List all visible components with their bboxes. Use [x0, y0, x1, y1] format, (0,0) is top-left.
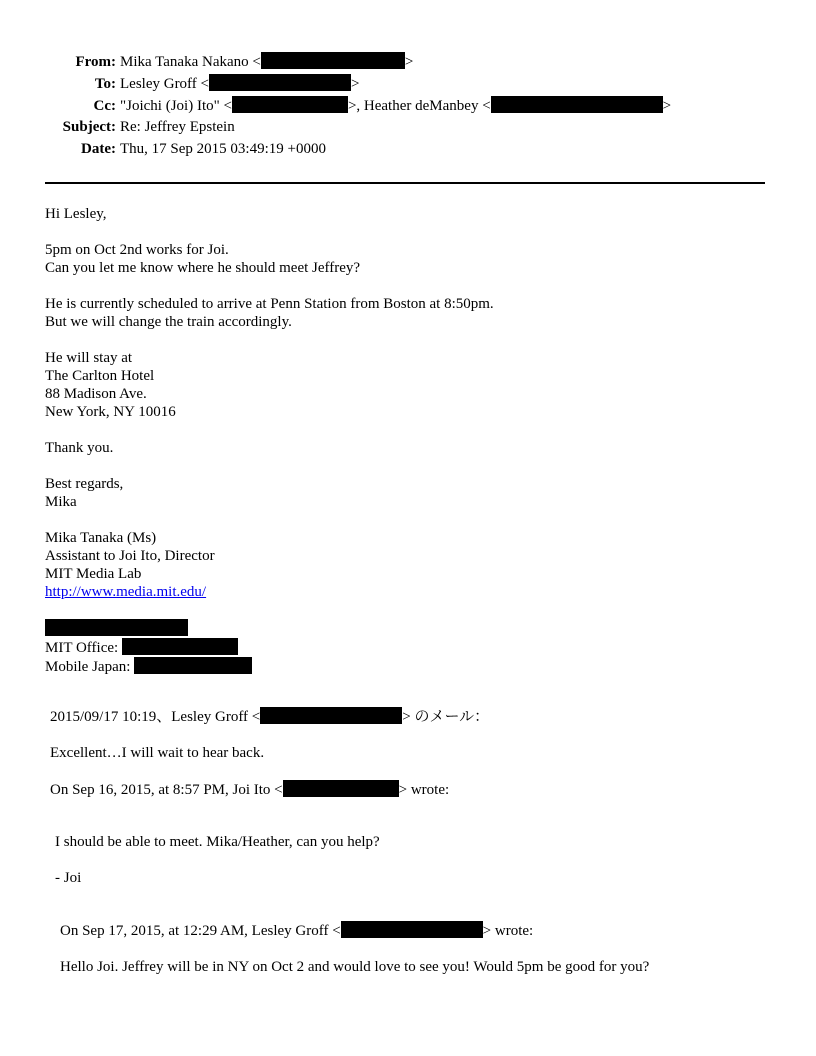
body-line: Can you let me know where he should meet Jeffrey? — [45, 260, 361, 276]
attribution-text: On Sep 16, 2015, at 8:57 PM, Joi Ito < — [50, 782, 283, 798]
quote-header-close: > — [402, 709, 415, 725]
signoff-name: Mika — [45, 494, 77, 510]
attribution-wrote: > wrote: — [398, 782, 450, 798]
body-line: 5pm on Oct 2nd works for Joi. — [45, 242, 229, 258]
to-name: Lesley Groff < — [120, 76, 209, 92]
attribution-text: On Sep 17, 2015, at 12:29 AM, Lesley Groff < — [60, 923, 341, 939]
signature-name: Mika Tanaka (Ms) — [45, 530, 157, 546]
quoted-message-1 — [50, 707, 790, 817]
redaction-box — [209, 74, 351, 91]
date-value: Thu, 17 Sep 2015 03:49:19 +0000 — [120, 141, 326, 157]
signature-title: Assistant to Joi Ito, Director — [45, 548, 215, 564]
regards: Best regards, — [45, 476, 124, 492]
mobile-japan-line — [45, 657, 785, 676]
quote-sign: - Joi — [55, 870, 82, 886]
subject-row — [0, 118, 816, 140]
thanks: Thank you. — [45, 440, 114, 456]
email-body — [45, 205, 785, 694]
redaction-box — [122, 638, 238, 655]
from-name: Mika Tanaka Nakano < — [120, 54, 261, 70]
from-label: From: — [75, 54, 116, 70]
to-value — [120, 74, 359, 93]
subject-label: Subject: — [62, 119, 116, 135]
redaction-box — [232, 96, 348, 113]
quote-header-text: 2015/09/17 10:19、Lesley Groff < — [50, 709, 261, 725]
attribution-wrote: > wrote: — [482, 923, 534, 939]
mobile-japan-label: Mobile Japan: — [45, 659, 135, 675]
quoted-message-3 — [60, 921, 800, 994]
header-divider — [45, 182, 765, 184]
quote-header — [50, 707, 790, 726]
redaction-box — [491, 96, 663, 113]
quote-header-japanese: のメール： — [414, 707, 490, 725]
angle-close: > — [351, 76, 360, 92]
signature-org: MIT Media Lab — [45, 566, 142, 582]
quote-attribution — [50, 780, 790, 799]
cc-label: Cc: — [93, 98, 116, 114]
redaction-box — [260, 707, 402, 724]
contact-block — [45, 619, 785, 676]
quote-text: I should be able to meet. Mika/Heather, can you help? — [55, 834, 380, 850]
signature-link-line — [45, 583, 785, 601]
hotel-city: New York, NY 10016 — [45, 404, 176, 420]
cc-value — [120, 96, 671, 115]
redaction-box — [341, 921, 483, 938]
from-value — [120, 52, 413, 71]
cc-name-2: >, Heather deManbey < — [347, 98, 491, 114]
paragraph-schedule — [45, 241, 785, 277]
angle-close: > — [404, 54, 414, 70]
body-line: He will stay at — [45, 350, 133, 366]
from-row — [0, 52, 816, 74]
date-row — [0, 140, 816, 162]
subject-value: Re: Jeffrey Epstein — [120, 119, 235, 135]
quote-text: Hello Joi. Jeffrey will be in NY on Oct 2 and would love to see you! Would 5pm be good for you? — [60, 959, 650, 975]
mit-office-label: MIT Office: — [45, 640, 122, 656]
redacted-line — [45, 619, 785, 638]
quote-text: Excellent…I will wait to hear back. — [50, 745, 265, 761]
greeting: Hi Lesley, — [45, 206, 107, 222]
body-line: He is currently scheduled to arrive at Penn Station from Boston at 8:50pm. — [45, 296, 494, 312]
paragraph-train — [45, 295, 785, 331]
cc-name-1: "Joichi (Joi) Ito" < — [120, 98, 232, 114]
quoted-message-2 — [55, 833, 795, 905]
redaction-box — [45, 619, 188, 636]
redaction-box — [283, 780, 399, 797]
body-line: But we will change the train accordingly. — [45, 314, 292, 330]
hotel-street: 88 Madison Ave. — [45, 386, 147, 402]
cc-row — [0, 96, 816, 118]
media-lab-link[interactable]: http://www.media.mit.edu/ — [45, 584, 207, 600]
redaction-box — [134, 657, 252, 674]
paragraph-hotel — [45, 349, 785, 421]
angle-close: > — [662, 98, 672, 114]
quote-attribution — [60, 921, 800, 940]
redaction-box — [261, 52, 405, 69]
signature — [45, 529, 785, 601]
mit-office-line — [45, 638, 785, 657]
date-label: Date: — [81, 141, 116, 157]
hotel-name: The Carlton Hotel — [45, 368, 155, 384]
to-row — [0, 74, 816, 96]
email-header — [0, 52, 816, 162]
closing — [45, 475, 785, 511]
to-label: To: — [94, 76, 116, 92]
